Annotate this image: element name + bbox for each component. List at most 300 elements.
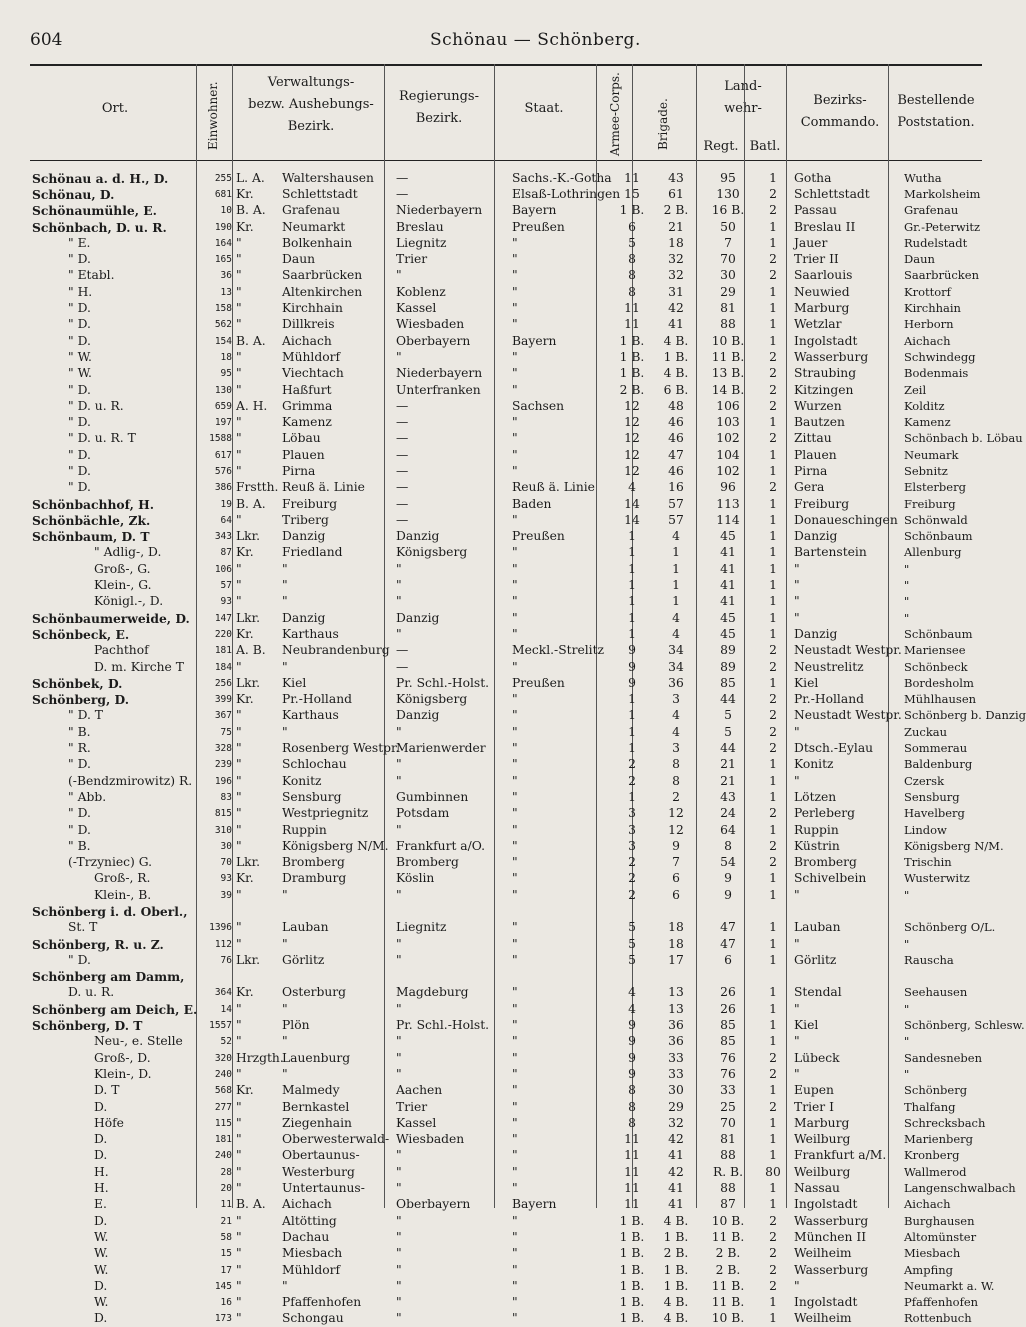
army-corps-cell: 9 [628, 1050, 636, 1065]
government-district-cell: " [396, 1066, 402, 1081]
brigade-cell: 61 [668, 186, 684, 201]
state-cell: " [512, 1083, 518, 1098]
state-cell: " [512, 366, 518, 381]
administrative-district-cell: Haßfurt [282, 382, 332, 397]
government-district-cell: " [396, 887, 402, 902]
landwehr-battalion-cell: 2 [769, 480, 777, 495]
district-command-cell: Lauban [794, 920, 841, 935]
army-corps-cell: 2 [628, 773, 636, 788]
table-row [30, 773, 1002, 789]
place-name-cell: W. [94, 1246, 109, 1261]
state-cell: " [512, 757, 518, 772]
place-name-cell: " D. [68, 301, 91, 316]
state-cell: Preußen [512, 675, 565, 690]
landwehr-regiment-cell: 50 [720, 219, 736, 234]
state-cell: Bayern [512, 203, 557, 218]
government-district-cell: Unterfranken [396, 382, 481, 397]
district-command-cell: Marburg [794, 301, 850, 316]
inhabitants-cell: 93 [220, 596, 232, 608]
district-command-cell: Küstrin [794, 838, 840, 853]
state-cell: " [512, 284, 518, 299]
district-command-cell: Zittau [794, 431, 832, 446]
post-station-cell: Neumarkt a. W. [904, 1278, 995, 1293]
inhabitants-cell: 255 [214, 172, 232, 184]
landwehr-battalion-cell: 1 [769, 1083, 777, 1098]
brigade-cell: 4 B. [663, 366, 689, 381]
administrative-district-cell: Pfaffenhofen [282, 1295, 362, 1310]
army-corps-cell: 3 [628, 838, 636, 853]
landwehr-regiment-cell: 5 [724, 724, 732, 739]
running-title: Schönau — Schönberg. [430, 30, 641, 50]
inhabitants-cell: 181 [214, 645, 232, 657]
office-type-cell: " [236, 1229, 242, 1244]
government-district-cell: Königsberg [396, 692, 468, 707]
office-type-cell: " [236, 301, 242, 316]
inhabitants-cell: 568 [214, 1085, 232, 1097]
landwehr-regiment-cell [702, 969, 754, 985]
state-cell [510, 903, 614, 919]
office-type-cell: " [236, 317, 242, 332]
post-station-cell: Zeil [904, 382, 927, 397]
brigade-cell: 34 [668, 659, 684, 674]
place-name-cell: H. [94, 1164, 109, 1179]
table-row [30, 545, 1002, 561]
state-cell: " [512, 578, 518, 593]
landwehr-battalion-cell: 1 [769, 757, 777, 772]
state-cell: " [512, 741, 518, 756]
table-row [30, 431, 1002, 447]
landwehr-regiment-cell: 89 [720, 643, 736, 658]
government-district-cell: " [396, 594, 402, 609]
office-type-cell: " [236, 1262, 242, 1277]
post-station-cell: Seehausen [904, 985, 968, 1000]
state-cell: " [512, 838, 518, 853]
district-command-cell: Wetzlar [794, 317, 842, 332]
brigade-cell: 31 [668, 284, 684, 299]
landwehr-regiment-cell: 130 [716, 186, 740, 201]
inhabitants-cell: 87 [220, 547, 232, 559]
state-cell: " [512, 871, 518, 886]
landwehr-regiment-cell: 10 B. [711, 1213, 745, 1228]
place-name-cell: Schönbaum, D. T [32, 529, 150, 545]
army-corps-cell: 1 [628, 610, 636, 625]
state-cell: " [512, 1099, 518, 1114]
government-district-cell: Niederbayern [396, 203, 483, 218]
post-station-cell: Gr.-Peterwitz [904, 219, 981, 234]
table-row [30, 1262, 1002, 1278]
office-type-cell: " [236, 235, 242, 250]
place-name-cell: H. [94, 1181, 109, 1196]
inhabitants-cell: 19 [220, 498, 232, 510]
inhabitants-cell: 154 [214, 335, 232, 347]
landwehr-regiment-cell: 24 [720, 806, 736, 821]
landwehr-regiment-cell: 6 [724, 952, 732, 967]
brigade-cell: 36 [668, 1034, 684, 1049]
district-command-cell: Trier I [794, 1099, 834, 1114]
table-row [30, 1017, 1002, 1033]
office-type-cell: " [236, 1278, 242, 1293]
office-type-cell: Kr. [236, 545, 254, 560]
landwehr-battalion-cell [754, 903, 792, 919]
brigade-cell: 18 [668, 920, 684, 935]
state-cell: Elsaß-Lothringen [512, 186, 621, 201]
administrative-district-cell: " [282, 887, 288, 902]
office-type-cell: " [236, 349, 242, 364]
office-type-cell: " [236, 920, 242, 935]
post-station-cell: " [904, 594, 910, 609]
post-station-cell: Mariensee [904, 643, 966, 658]
landwehr-regiment-cell: 25 [720, 1099, 736, 1114]
government-district-cell: — [396, 480, 409, 495]
administrative-district-cell: Westerburg [282, 1164, 355, 1179]
landwehr-battalion-cell: 80 [765, 1164, 781, 1179]
district-command-cell: Ingolstadt [794, 1295, 858, 1310]
post-station-cell: Wutha [904, 170, 942, 185]
place-name-cell: D. [94, 1311, 108, 1326]
administrative-district-cell: Plön [282, 1018, 310, 1033]
army-corps-cell: 8 [628, 268, 636, 283]
post-station-cell: Pfaffenhofen [904, 1295, 979, 1310]
table-row [30, 496, 1002, 512]
place-name-cell: " Abb. [68, 789, 107, 804]
brigade-cell: 6 [672, 887, 680, 902]
landwehr-regiment-cell: 76 [720, 1066, 736, 1081]
brigade-cell: 1 B. [663, 1229, 689, 1244]
government-district-cell: Magdeburg [396, 985, 469, 1000]
table-row [30, 1115, 1002, 1131]
place-name-cell: Schönberg i. d. Oberl., [32, 904, 188, 919]
district-command-cell: Kitzingen [794, 382, 854, 397]
office-type-cell: " [236, 1164, 242, 1179]
page-number: 604 [30, 30, 63, 50]
place-name-cell: " D. u. R. T [68, 431, 136, 446]
table-row [30, 561, 1002, 577]
landwehr-battalion-cell: 2 [769, 1066, 777, 1081]
landwehr-battalion-cell: 1 [769, 920, 777, 935]
administrative-district-cell: Bromberg [282, 855, 345, 870]
administrative-district-cell: Dramburg [282, 871, 347, 886]
office-type-cell: " [236, 1001, 242, 1016]
post-station-cell: Czersk [904, 773, 945, 788]
inhabitants-cell: 197 [214, 417, 232, 429]
army-corps-cell: 9 [628, 643, 636, 658]
state-cell: Preußen [512, 529, 565, 544]
table-row [30, 268, 1002, 284]
army-corps-cell: 11 [624, 317, 640, 332]
office-type-cell: " [236, 594, 242, 609]
army-corps-cell: 5 [628, 936, 636, 951]
administrative-district-cell: Mühldorf [282, 1262, 341, 1277]
table-row [30, 936, 1002, 952]
inhabitants-cell: 239 [214, 759, 232, 771]
inhabitants-cell: 76 [220, 954, 232, 966]
government-district-cell: Königsberg [396, 545, 468, 560]
landwehr-regiment-cell: 26 [720, 985, 736, 1000]
government-district-cell: " [396, 561, 402, 576]
landwehr-battalion-cell: 2 [769, 1099, 777, 1114]
landwehr-battalion-cell: 2 [769, 382, 777, 397]
landwehr-regiment-cell: 70 [720, 252, 736, 267]
army-corps-cell: 8 [628, 1099, 636, 1114]
inhabitants-cell: 1557 [209, 1020, 232, 1032]
inhabitants-cell: 343 [214, 531, 232, 543]
landwehr-battalion-cell: 2 [769, 806, 777, 821]
army-corps-cell [614, 969, 650, 985]
place-name-cell: " E. [68, 235, 91, 250]
administrative-district-cell: Westpriegnitz [282, 806, 369, 821]
administrative-district-cell [280, 903, 394, 919]
landwehr-battalion-cell: 1 [769, 333, 777, 348]
landwehr-regiment-cell: 45 [720, 610, 736, 625]
army-corps-cell: 12 [624, 431, 640, 446]
administrative-district-cell: " [282, 724, 288, 739]
brigade-cell: 30 [668, 1083, 684, 1098]
district-command-cell: Breslau II [794, 219, 856, 234]
district-command-cell: Perleberg [794, 806, 855, 821]
government-district-cell: — [396, 659, 409, 674]
landwehr-regiment-cell: 85 [720, 1034, 736, 1049]
place-name-cell: " D. [68, 317, 91, 332]
government-district-cell: Frankfurt a/O. [396, 838, 486, 853]
state-cell: " [512, 773, 518, 788]
table-row [30, 398, 1002, 414]
landwehr-regiment-cell [702, 903, 754, 919]
district-command-cell: Ruppin [794, 822, 839, 837]
landwehr-regiment-cell: 45 [720, 529, 736, 544]
office-type-cell: Lkr. [236, 610, 261, 625]
place-name-cell: E. [94, 1197, 107, 1212]
district-command-cell: Gotha [794, 170, 832, 185]
brigade-cell: 4 B. [663, 1311, 689, 1326]
army-corps-cell: 12 [624, 415, 640, 430]
landwehr-battalion-cell: 2 [769, 203, 777, 218]
landwehr-battalion-cell: 1 [769, 1181, 777, 1196]
landwehr-regiment-cell: 89 [720, 659, 736, 674]
inhabitants-cell: 240 [214, 1068, 232, 1080]
state-cell: " [512, 1246, 518, 1261]
administrative-district-cell: " [282, 561, 288, 576]
place-name-cell: Schönau, D. [32, 186, 115, 202]
post-station-cell: Wusterwitz [904, 871, 970, 886]
header-brigade: Brigade. [656, 98, 670, 150]
landwehr-battalion-cell: 1 [769, 529, 777, 544]
district-command-cell: " [794, 561, 800, 576]
landwehr-battalion-cell: 2 [769, 838, 777, 853]
place-name-cell: D. [94, 1132, 108, 1147]
administrative-district-cell: Daun [282, 252, 316, 267]
brigade-cell [650, 903, 702, 919]
brigade-cell: 32 [668, 268, 684, 283]
place-name-cell: " D. u. R. [68, 398, 124, 413]
place-name-cell: Groß-, D. [94, 1050, 151, 1065]
district-command-cell: Weilheim [794, 1311, 852, 1326]
administrative-district-cell: Triberg [282, 512, 329, 527]
army-corps-cell: 9 [628, 1018, 636, 1033]
administrative-district-cell: Grimma [282, 398, 333, 413]
administrative-district-cell: Lauban [282, 920, 329, 935]
office-type-cell: Kr. [236, 1083, 254, 1098]
administrative-district-cell: Saarbrücken [282, 268, 363, 283]
office-type-cell: Kr. [236, 186, 254, 201]
government-district-cell: " [396, 757, 402, 772]
government-district-cell: Köslin [396, 871, 435, 886]
inhabitants-cell: 220 [214, 628, 232, 640]
office-type-cell: " [236, 789, 242, 804]
brigade-cell: 18 [668, 936, 684, 951]
army-corps-cell: 14 [624, 512, 640, 527]
landwehr-battalion-cell: 2 [769, 708, 777, 723]
post-station-cell: " [904, 936, 910, 951]
administrative-district-cell: " [282, 1278, 288, 1293]
landwehr-battalion-cell: 2 [769, 366, 777, 381]
post-station-cell: " [904, 887, 910, 902]
table-row [30, 203, 1002, 219]
landwehr-regiment-cell: 88 [720, 1148, 736, 1163]
landwehr-regiment-cell: 76 [720, 1050, 736, 1065]
landwehr-battalion-cell: 2 [769, 349, 777, 364]
place-name-cell: Neu-, e. Stelle [94, 1034, 183, 1049]
inhabitants-cell: 130 [214, 384, 232, 396]
state-cell: " [512, 349, 518, 364]
brigade-cell: 41 [668, 1181, 684, 1196]
landwehr-battalion-cell: 1 [769, 415, 777, 430]
state-cell: " [512, 610, 518, 625]
inhabitants-cell: 277 [214, 1101, 232, 1113]
army-corps-cell: 1 B. [619, 333, 645, 348]
post-station-cell: " [904, 1001, 910, 1016]
administrative-district-cell: " [282, 578, 288, 593]
post-station-cell: Schönbeck [904, 659, 968, 674]
landwehr-regiment-cell: 87 [720, 1197, 736, 1212]
government-district-cell: Potsdam [396, 806, 450, 821]
army-corps-cell: 1 [628, 594, 636, 609]
government-district-cell: " [396, 1050, 402, 1065]
landwehr-battalion-cell [754, 969, 792, 985]
post-station-cell: Marienberg [904, 1132, 974, 1147]
brigade-cell: 1 B. [663, 349, 689, 364]
state-cell: " [512, 985, 518, 1000]
army-corps-cell: 3 [628, 822, 636, 837]
inhabitants-cell: 21 [220, 1215, 232, 1227]
administrative-district-cell: Löbau [282, 431, 321, 446]
administrative-district-cell: Königsberg N/M. [282, 838, 389, 853]
brigade-cell: 48 [668, 398, 684, 413]
administrative-district-cell: Sensburg [282, 789, 342, 804]
place-name-cell: " W. [68, 349, 92, 364]
administrative-district-cell: Pr.-Holland [282, 692, 352, 707]
office-type-cell: " [236, 447, 242, 462]
office-type-cell: " [236, 757, 242, 772]
district-command-cell: Wasserburg [794, 349, 869, 364]
state-cell: Meckl.-Strelitz [512, 643, 605, 658]
landwehr-battalion-cell: 1 [769, 545, 777, 560]
state-cell: " [512, 431, 518, 446]
government-district-cell [394, 903, 510, 919]
table-row [30, 235, 1002, 251]
post-station-cell: Kronberg [904, 1148, 960, 1163]
post-station-cell: Trischin [904, 855, 952, 870]
office-type-cell: " [236, 1213, 242, 1228]
brigade-cell: 1 B. [663, 1262, 689, 1277]
administrative-district-cell: Danzig [282, 529, 326, 544]
landwehr-regiment-cell: 29 [720, 284, 736, 299]
post-station-cell: Burghausen [904, 1213, 975, 1228]
header-landwehr: Land- wehr- [724, 79, 762, 116]
table-row [30, 577, 1002, 593]
administrative-district-cell: Dillkreis [282, 317, 335, 332]
army-corps-cell: 1 B. [619, 366, 645, 381]
landwehr-battalion-cell: 1 [769, 301, 777, 316]
administrative-district-cell: Mühldorf [282, 349, 341, 364]
government-district-cell: " [396, 578, 402, 593]
state-cell: " [512, 1295, 518, 1310]
government-district-cell: — [396, 431, 409, 446]
landwehr-regiment-cell: 114 [716, 512, 740, 527]
government-district-cell: Wiesbaden [396, 317, 465, 332]
inhabitants-cell: 13 [220, 286, 232, 298]
office-type-cell: Kr. [236, 626, 254, 641]
post-station-cell: Markolsheim [904, 186, 981, 201]
post-station-cell: Sensburg [904, 789, 960, 804]
office-type-cell: " [236, 1099, 242, 1114]
inhabitants-cell: 70 [220, 857, 232, 869]
landwehr-regiment-cell: 88 [720, 1181, 736, 1196]
state-cell: " [512, 301, 518, 316]
office-type-cell: B. A. [236, 496, 266, 511]
landwehr-battalion-cell: 1 [769, 1311, 777, 1326]
landwehr-battalion-cell: 1 [769, 675, 777, 690]
administrative-district-cell: Aichach [282, 333, 332, 348]
landwehr-regiment-cell: 44 [720, 741, 736, 756]
place-name-cell: " R. [68, 741, 91, 756]
government-district-cell: " [396, 626, 402, 641]
administrative-district-cell: Untertaunus- [282, 1181, 365, 1196]
district-command-cell: " [794, 1034, 800, 1049]
office-type-cell: Frstth. [236, 480, 279, 495]
office-type-cell: " [236, 806, 242, 821]
brigade-cell: 13 [668, 1001, 684, 1016]
office-type-cell: " [236, 659, 242, 674]
army-corps-cell: 2 [628, 887, 636, 902]
army-corps-cell: 14 [624, 496, 640, 511]
state-cell: " [512, 806, 518, 821]
post-station-cell: " [904, 561, 910, 576]
place-name-cell: " Adlig-, D. [94, 545, 162, 560]
inhabitants-cell: 386 [214, 482, 232, 494]
inhabitants-cell: 28 [220, 1166, 232, 1178]
brigade-cell: 4 [672, 724, 680, 739]
place-name-cell: D. [94, 1278, 108, 1293]
district-command-cell: Jauer [794, 235, 828, 250]
landwehr-battalion-cell: 1 [769, 952, 777, 967]
landwehr-battalion-cell: 1 [769, 447, 777, 462]
post-station-cell: " [904, 610, 910, 625]
state-cell: " [512, 561, 518, 576]
landwehr-battalion-cell: 1 [769, 1197, 777, 1212]
table-row [30, 1083, 1002, 1099]
army-corps-cell: 8 [628, 284, 636, 299]
landwehr-regiment-cell: 41 [720, 545, 736, 560]
place-name-cell: W. [94, 1295, 109, 1310]
table-row [30, 317, 1002, 333]
brigade-cell: 1 [672, 578, 680, 593]
table-row [30, 1197, 1002, 1213]
landwehr-regiment-cell: 113 [716, 496, 740, 511]
landwehr-battalion-cell: 2 [769, 252, 777, 267]
table-row [30, 349, 1002, 365]
brigade-cell: 18 [668, 235, 684, 250]
administrative-district-cell: " [282, 1066, 288, 1081]
